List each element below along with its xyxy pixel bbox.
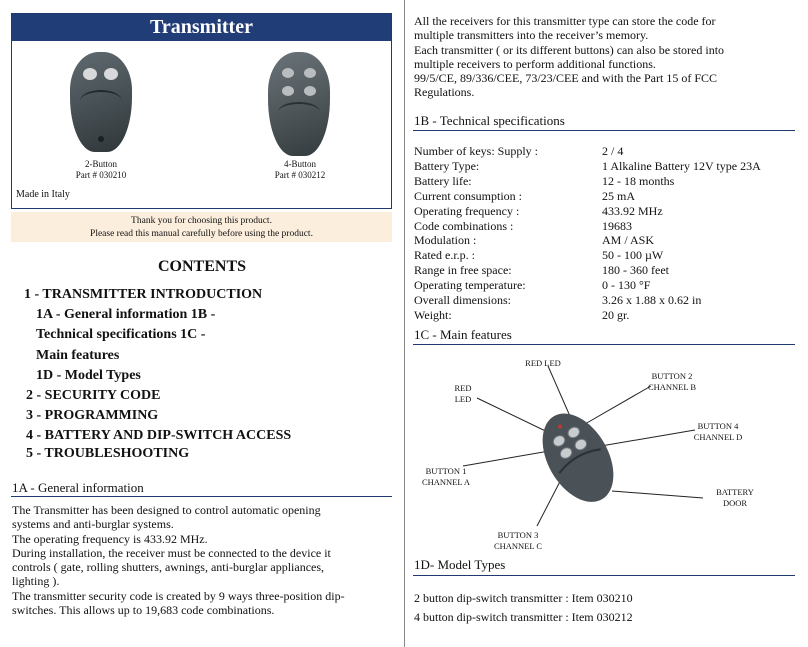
text-line: During installation, the receiver must be connected to the device it [12,545,331,560]
section-divider [11,496,392,497]
spec-label: Code combinations : [414,218,514,233]
toc-item: 1D - Model Types [36,368,141,383]
spec-label: Number of keys: Supply : [414,144,538,158]
spec-label: Operating temperature: [414,278,526,293]
section-1a-text [12,503,398,617]
remote-4-button-image [268,52,330,156]
toc-item: Technical specifications 1C - [36,327,206,342]
toc-item: 1 - TRANSMITTER INTRODUCTION [24,287,263,302]
made-in-label: Made in Italy [16,189,70,200]
text-line: The operating frequency is 433.92 MHz. [12,531,208,546]
spec-label: Current consumption : [414,188,522,203]
spec-label: Rated e.r.p. : [414,248,475,263]
section-divider [413,344,795,345]
label-line: BATTERY [716,487,754,497]
product-right-name: 4-Button [283,159,316,169]
spec-value: 50 - 100 µW [602,248,664,263]
product-left-caption [41,159,161,181]
contents-heading: CONTENTS [157,258,247,275]
text-line: systems and anti-burglar systems. [12,517,174,532]
label-battery-door [704,487,766,509]
spec-value: 0 - 130 °F [602,278,651,293]
spec-labels [414,144,538,323]
section-1d-heading: 1D- Model Types [414,557,506,572]
spec-value: 12 - 18 months [602,173,675,188]
label-line: CHANNEL A [421,477,471,487]
product-right-caption [240,159,360,181]
label-button-4 [682,421,754,443]
diagram-remote-image [528,401,628,514]
label-line: CHANNEL D [693,432,743,442]
label-red-led-left [445,383,481,405]
spec-value: 19683 [602,218,632,233]
text-line: 99/5/CE, 89/336/CEE, 73/23/CEE and with the Part 15 of FCC [414,71,717,86]
model-list [414,589,633,627]
label-red-led-top: RED LED [525,358,561,368]
toc-item: 3 - PROGRAMMING [26,408,159,423]
thanks-line: Thank you for choosing this product. [131,216,272,226]
product-left-name: 2-Button [84,159,117,169]
text-line: Regulations. [414,85,475,100]
features-diagram [405,346,805,556]
toc-item: 2 - SECURITY CODE [26,388,161,403]
spec-value: 180 - 360 feet [602,263,669,278]
text-line: lighting ). [12,574,60,589]
toc-item: 1A - General information 1B - [36,307,216,322]
page-title: Transmitter [12,14,391,41]
thanks-note [11,212,392,242]
label-line: BUTTON 1 [425,466,467,476]
spec-label: Battery Type: [414,158,480,173]
spec-value: 2 / 4 [602,144,624,158]
text-line: multiple receivers to perform additional functions. [414,56,656,71]
label-button-2 [636,371,708,393]
spec-label: Weight: [414,307,452,322]
model-item: 4 button dip-switch transmitter : Item 030212 [414,610,633,624]
label-line: LED [454,394,472,404]
text-line: The transmitter security code is created by 9 ways three-position dip- [12,588,345,603]
section-divider [413,575,795,576]
label-line: RED [454,383,472,393]
text-line: Each transmitter ( or its different buttons) can also be stored into [414,42,725,57]
section-1a-heading: 1A - General information [12,480,144,495]
section-1b-heading: 1B - Technical specifications [414,113,565,128]
spec-value: 1 Alkaline Battery 12V type 23A [602,158,761,173]
product-right-part: Part # 030212 [274,170,326,180]
text-line: The Transmitter has been designed to control automatic opening [12,503,321,517]
model-item: 2 button dip-switch transmitter : Item 030210 [414,591,633,605]
spec-label: Operating frequency : [414,203,520,218]
spec-value: 3.26 x 1.88 x 0.62 in [602,293,702,308]
section-1c-heading: 1C - Main features [414,327,512,342]
label-button-3 [484,530,552,552]
label-line: BUTTON 4 [697,421,739,431]
remote-2-button-image [70,52,132,152]
label-line: BUTTON 3 [497,530,539,540]
thanks-line: Please read this manual carefully before using the product. [90,229,313,239]
toc-item: 5 - TROUBLESHOOTING [26,446,190,461]
toc-item: Main features [36,348,120,363]
product-left-part: Part # 030210 [75,170,127,180]
text-line: multiple transmitters into the receiver’s memory. [414,28,649,43]
spec-label: Range in free space: [414,263,512,278]
section-divider [413,130,795,131]
label-button-1 [412,466,480,488]
spec-value: 25 mA [602,188,635,203]
spec-label: Modulation : [414,233,477,248]
label-line: DOOR [722,498,748,508]
spec-value: 433.92 MHz [602,203,663,218]
spec-label: Battery life: [414,173,472,188]
text-line: switches. This allows up to 19,683 code combinations. [12,603,275,618]
spec-values [602,144,761,323]
label-line: CHANNEL B [647,382,697,392]
label-line: BUTTON 2 [651,371,693,381]
label-line: CHANNEL C [493,541,543,551]
spec-value: AM / ASK [602,233,655,248]
text-line: controls ( gate, rolling shutters, awnings, anti-burglar appliances, [12,560,325,575]
spec-value: 20 gr. [602,307,630,322]
intro-right-text [414,14,804,100]
spec-label: Overall dimensions: [414,293,511,308]
text-line: All the receivers for this transmitter type can store the code for [414,14,716,28]
toc-item: 4 - BATTERY AND DIP-SWITCH ACCESS [26,428,292,443]
